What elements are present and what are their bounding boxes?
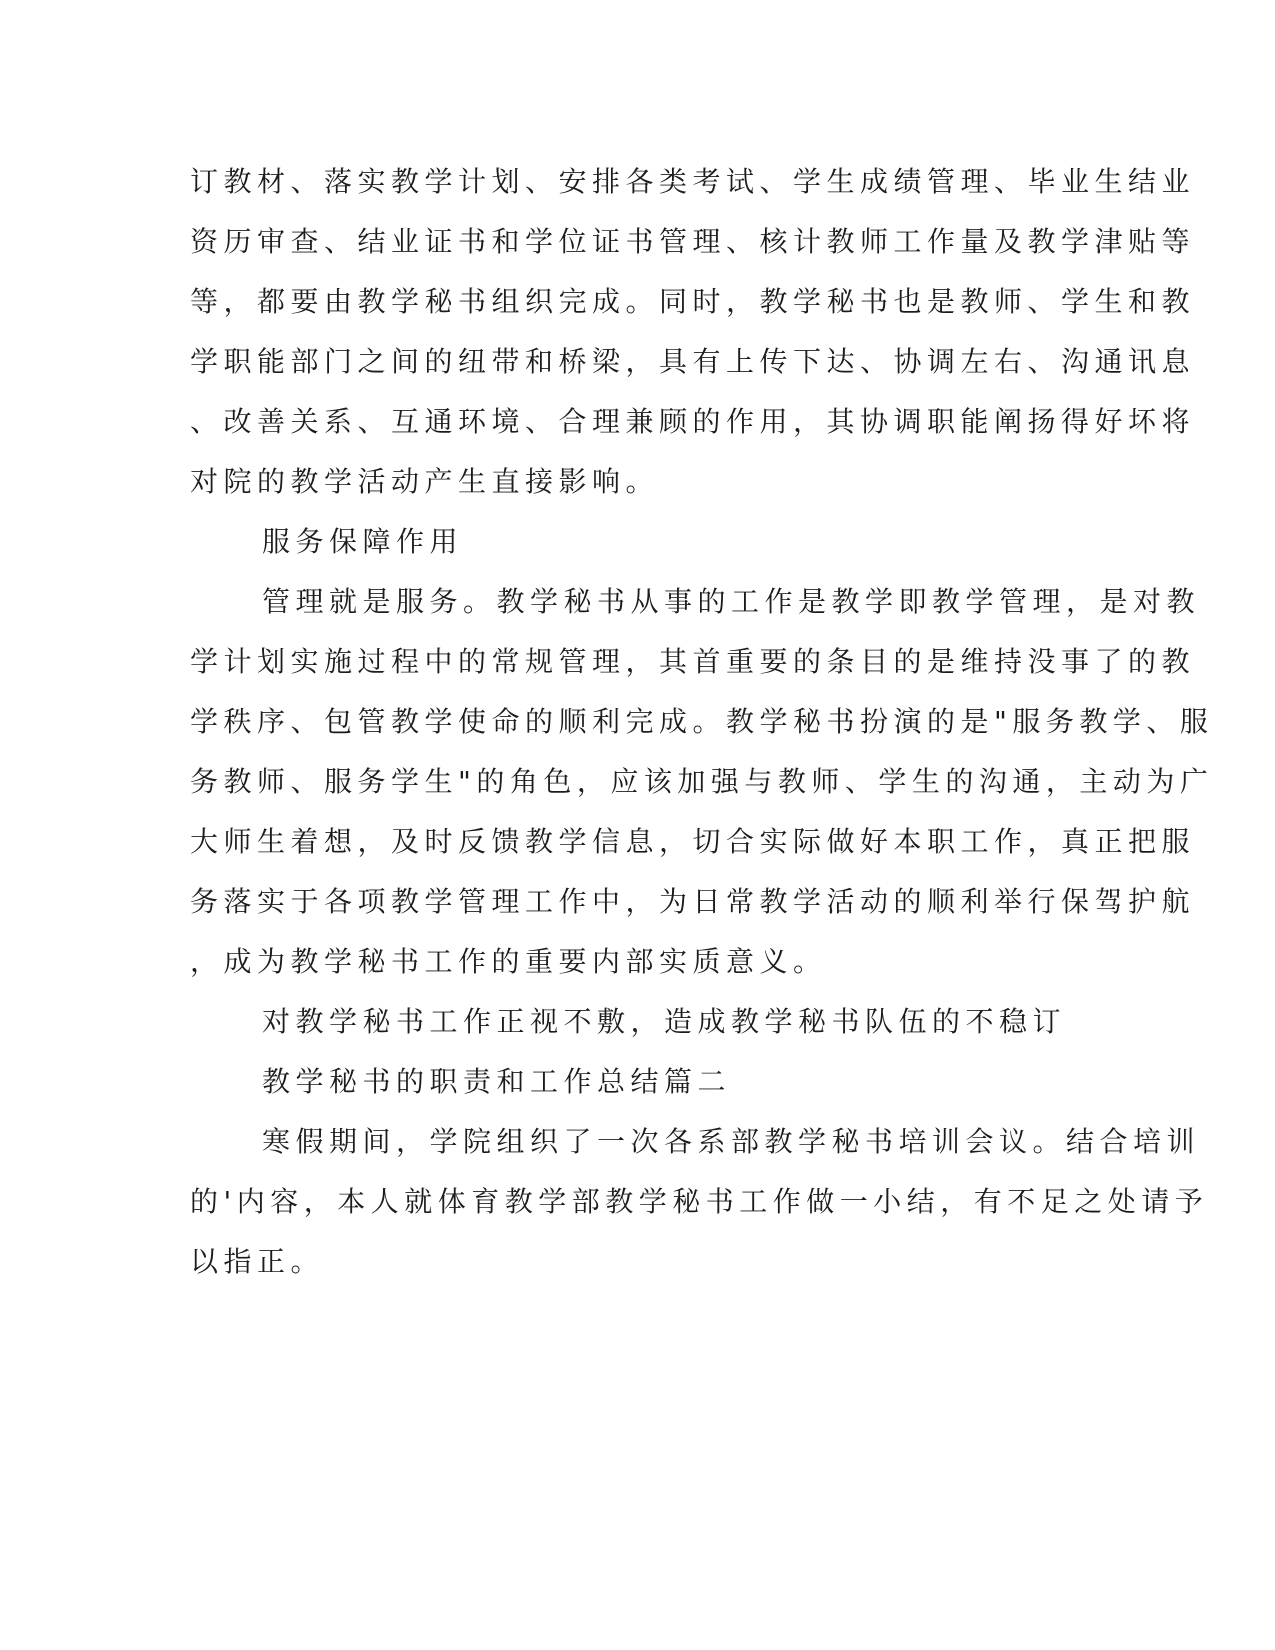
text-line: 学职能部门之间的纽带和桥梁，具有上传下达、协调左右、沟通讯息 [190, 345, 1196, 378]
text-line: 订教材、落实教学计划、安排各类考试、学生成绩管理、毕业生结业 [190, 165, 1196, 198]
text-line: ，成为教学秘书工作的重要内部实质意义。 [190, 945, 827, 978]
text-line: 的'内容，本人就体育教学部教学秘书工作做一小结，有不足之处请予 [190, 1185, 1209, 1218]
text-line: 学秩序、包管教学使命的顺利完成。教学秘书扮演的是"服务教学、服 [190, 705, 1214, 738]
text-line: 务落实于各项教学管理工作中，为日常教学活动的顺利举行保驾护航 [190, 885, 1196, 918]
text-line: 、改善关系、互通环境、合理兼顾的作用，其协调职能阐扬得好坏将 [190, 405, 1196, 438]
section-heading: 教学秘书的职责和工作总结篇二 [262, 1065, 732, 1098]
text-line: 管理就是服务。教学秘书从事的工作是教学即教学管理，是对教 [262, 585, 1201, 618]
text-line: 大师生着想，及时反馈教学信息，切合实际做好本职工作，真正把服 [190, 825, 1196, 858]
text-line: 寒假期间，学院组织了一次各系部教学秘书培训会议。结合培训 [262, 1125, 1201, 1158]
text-line: 务教师、服务学生"的角色，应该加强与教师、学生的沟通，主动为广 [190, 765, 1214, 798]
text-line: 等，都要由教学秘书组织完成。同时，教学秘书也是教师、学生和教 [190, 285, 1196, 318]
text-line: 以指正。 [190, 1245, 325, 1278]
text-line: 学计划实施过程中的常规管理，其首重要的条目的是维持没事了的教 [190, 645, 1196, 678]
text-line: 资历审查、结业证书和学位证书管理、核计教师工作量及教学津贴等 [190, 225, 1196, 258]
text-line: 对院的教学活动产生直接影响。 [190, 465, 660, 498]
section-heading: 对教学秘书工作正视不敷，造成教学秘书队伍的不稳订 [262, 1005, 1067, 1038]
section-heading: 服务保障作用 [262, 525, 464, 558]
